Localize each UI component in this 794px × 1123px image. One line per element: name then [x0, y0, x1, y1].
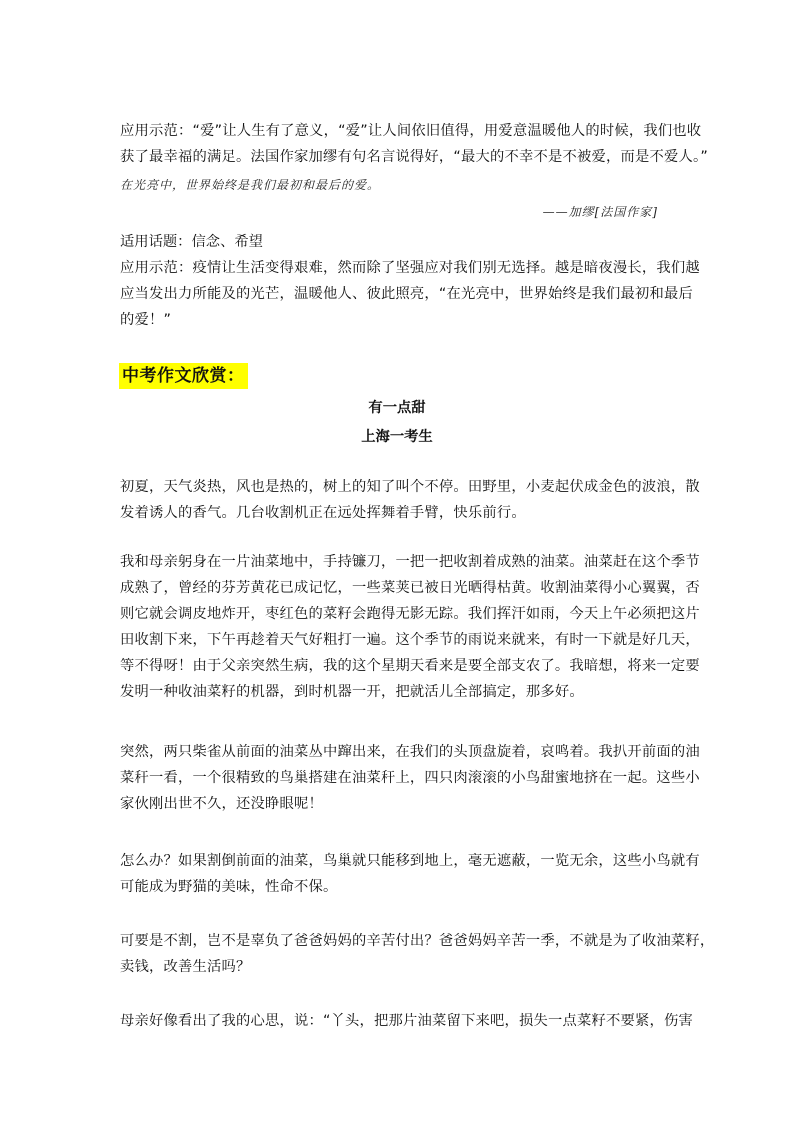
- text-line: 菜秆一看，一个很精致的鸟巢搭建在油菜秆上，四只肉滚滚的小鸟甜蜜地挤在一起。这些小: [120, 770, 700, 786]
- essay-paragraph: [120, 848, 700, 900]
- text-line: 初夏，天气炎热，风也是热的，树上的知了叫个不停。田野里，小麦起伏成金色的波浪，散: [120, 479, 700, 495]
- text-line: 家伙刚出世不久，还没睁眼呢！: [120, 796, 323, 812]
- text-line: 母亲好像看出了我的心思，说：“丫头，把那片油菜留下来吧，损失一点菜籽不要紧，伤害: [120, 1013, 693, 1029]
- example-paragraph-love: [120, 118, 708, 170]
- section-heading: 中考作文欣赏：: [119, 363, 248, 389]
- text-line: 发着诱人的香气。几台收割机正在远处挥舞着手臂，快乐前行。: [120, 505, 526, 521]
- text-line: 卖钱，改善生活吗？: [120, 959, 251, 975]
- essay-title: 有一点甜: [368, 400, 426, 416]
- text-line: 应用示范：疫情让生活变得艰难，然而除了坚强应对我们别无选择。越是暗夜漫长，我们越: [120, 260, 700, 276]
- quote-attribution: ——加缪[法国作家]: [542, 205, 658, 219]
- text-line: 可要是不割，岂不是辜负了爸爸妈妈的辛苦付出？爸爸妈妈辛苦一季，不就是为了收油菜籽，: [120, 933, 715, 949]
- essay-paragraph: [120, 549, 700, 705]
- text-line: 应用示范：“爱”让人生有了意义，“爱”让人间依旧值得，用爱意温暖他人的时候，我们也收: [120, 123, 702, 139]
- text-line: 应当发出力所能及的光芒，温暖他人、彼此照亮，“在光亮中，世界始终是我们最初和最后: [120, 286, 693, 302]
- text-line: 获了最幸福的满足。法国作家加缪有句名言说得好，“最大的不幸不是不被爱，而是不爱人。”: [120, 149, 708, 165]
- text-line: 的爱！”: [120, 312, 172, 328]
- text-line: 发明一种收油菜籽的机器，到时机器一开，把就活儿全部搞定，那多好。: [120, 684, 584, 700]
- text-line: 我和母亲躬身在一片油菜地中，手持镰刀，一把一把收割着成熟的油菜。油菜赶在这个季节: [120, 554, 700, 570]
- essay-paragraph: [120, 739, 700, 817]
- essay-paragraph: [120, 1008, 693, 1034]
- text-line: 等不得呀！由于父亲突然生病，我的这个星期天看来是要全部支农了。我暗想，将来一定要: [120, 658, 700, 674]
- text-line: 突然，两只柴雀从前面的油菜丛中蹿出来，在我们的头顶盘旋着，哀鸣着。我扒开前面的油: [120, 744, 700, 760]
- text-line: 则它就会调皮地炸开，枣红色的菜籽会跑得无影无踪。我们挥汗如雨，今天上午必须把这片: [120, 606, 700, 622]
- text-line: 田收割下来，下午再趁着天气好粗打一遍。这个季节的雨说来就来，有时一下就是好几天，: [120, 632, 700, 648]
- text-line: 成熟了，曾经的芬芳黄花已成记忆，一些菜荚已被日光晒得枯黄。收割油菜得小心翼翼，否: [120, 580, 700, 596]
- essay-paragraph: [120, 474, 700, 526]
- essay-paragraph: [120, 928, 715, 980]
- quote-text: 在光亮中，世界始终是我们最初和最后的爱。: [120, 178, 381, 192]
- topic-label: 适用话题：信念、希望: [120, 234, 263, 250]
- example-paragraph-light: [120, 255, 700, 333]
- essay-author: 上海一考生: [361, 429, 433, 445]
- text-line: 可能成为野猫的美味，性命不保。: [120, 879, 338, 895]
- text-line: 怎么办？如果割倒前面的油菜，鸟巢就只能移到地上，毫无遮蔽，一览无余，这些小鸟就有: [120, 853, 700, 869]
